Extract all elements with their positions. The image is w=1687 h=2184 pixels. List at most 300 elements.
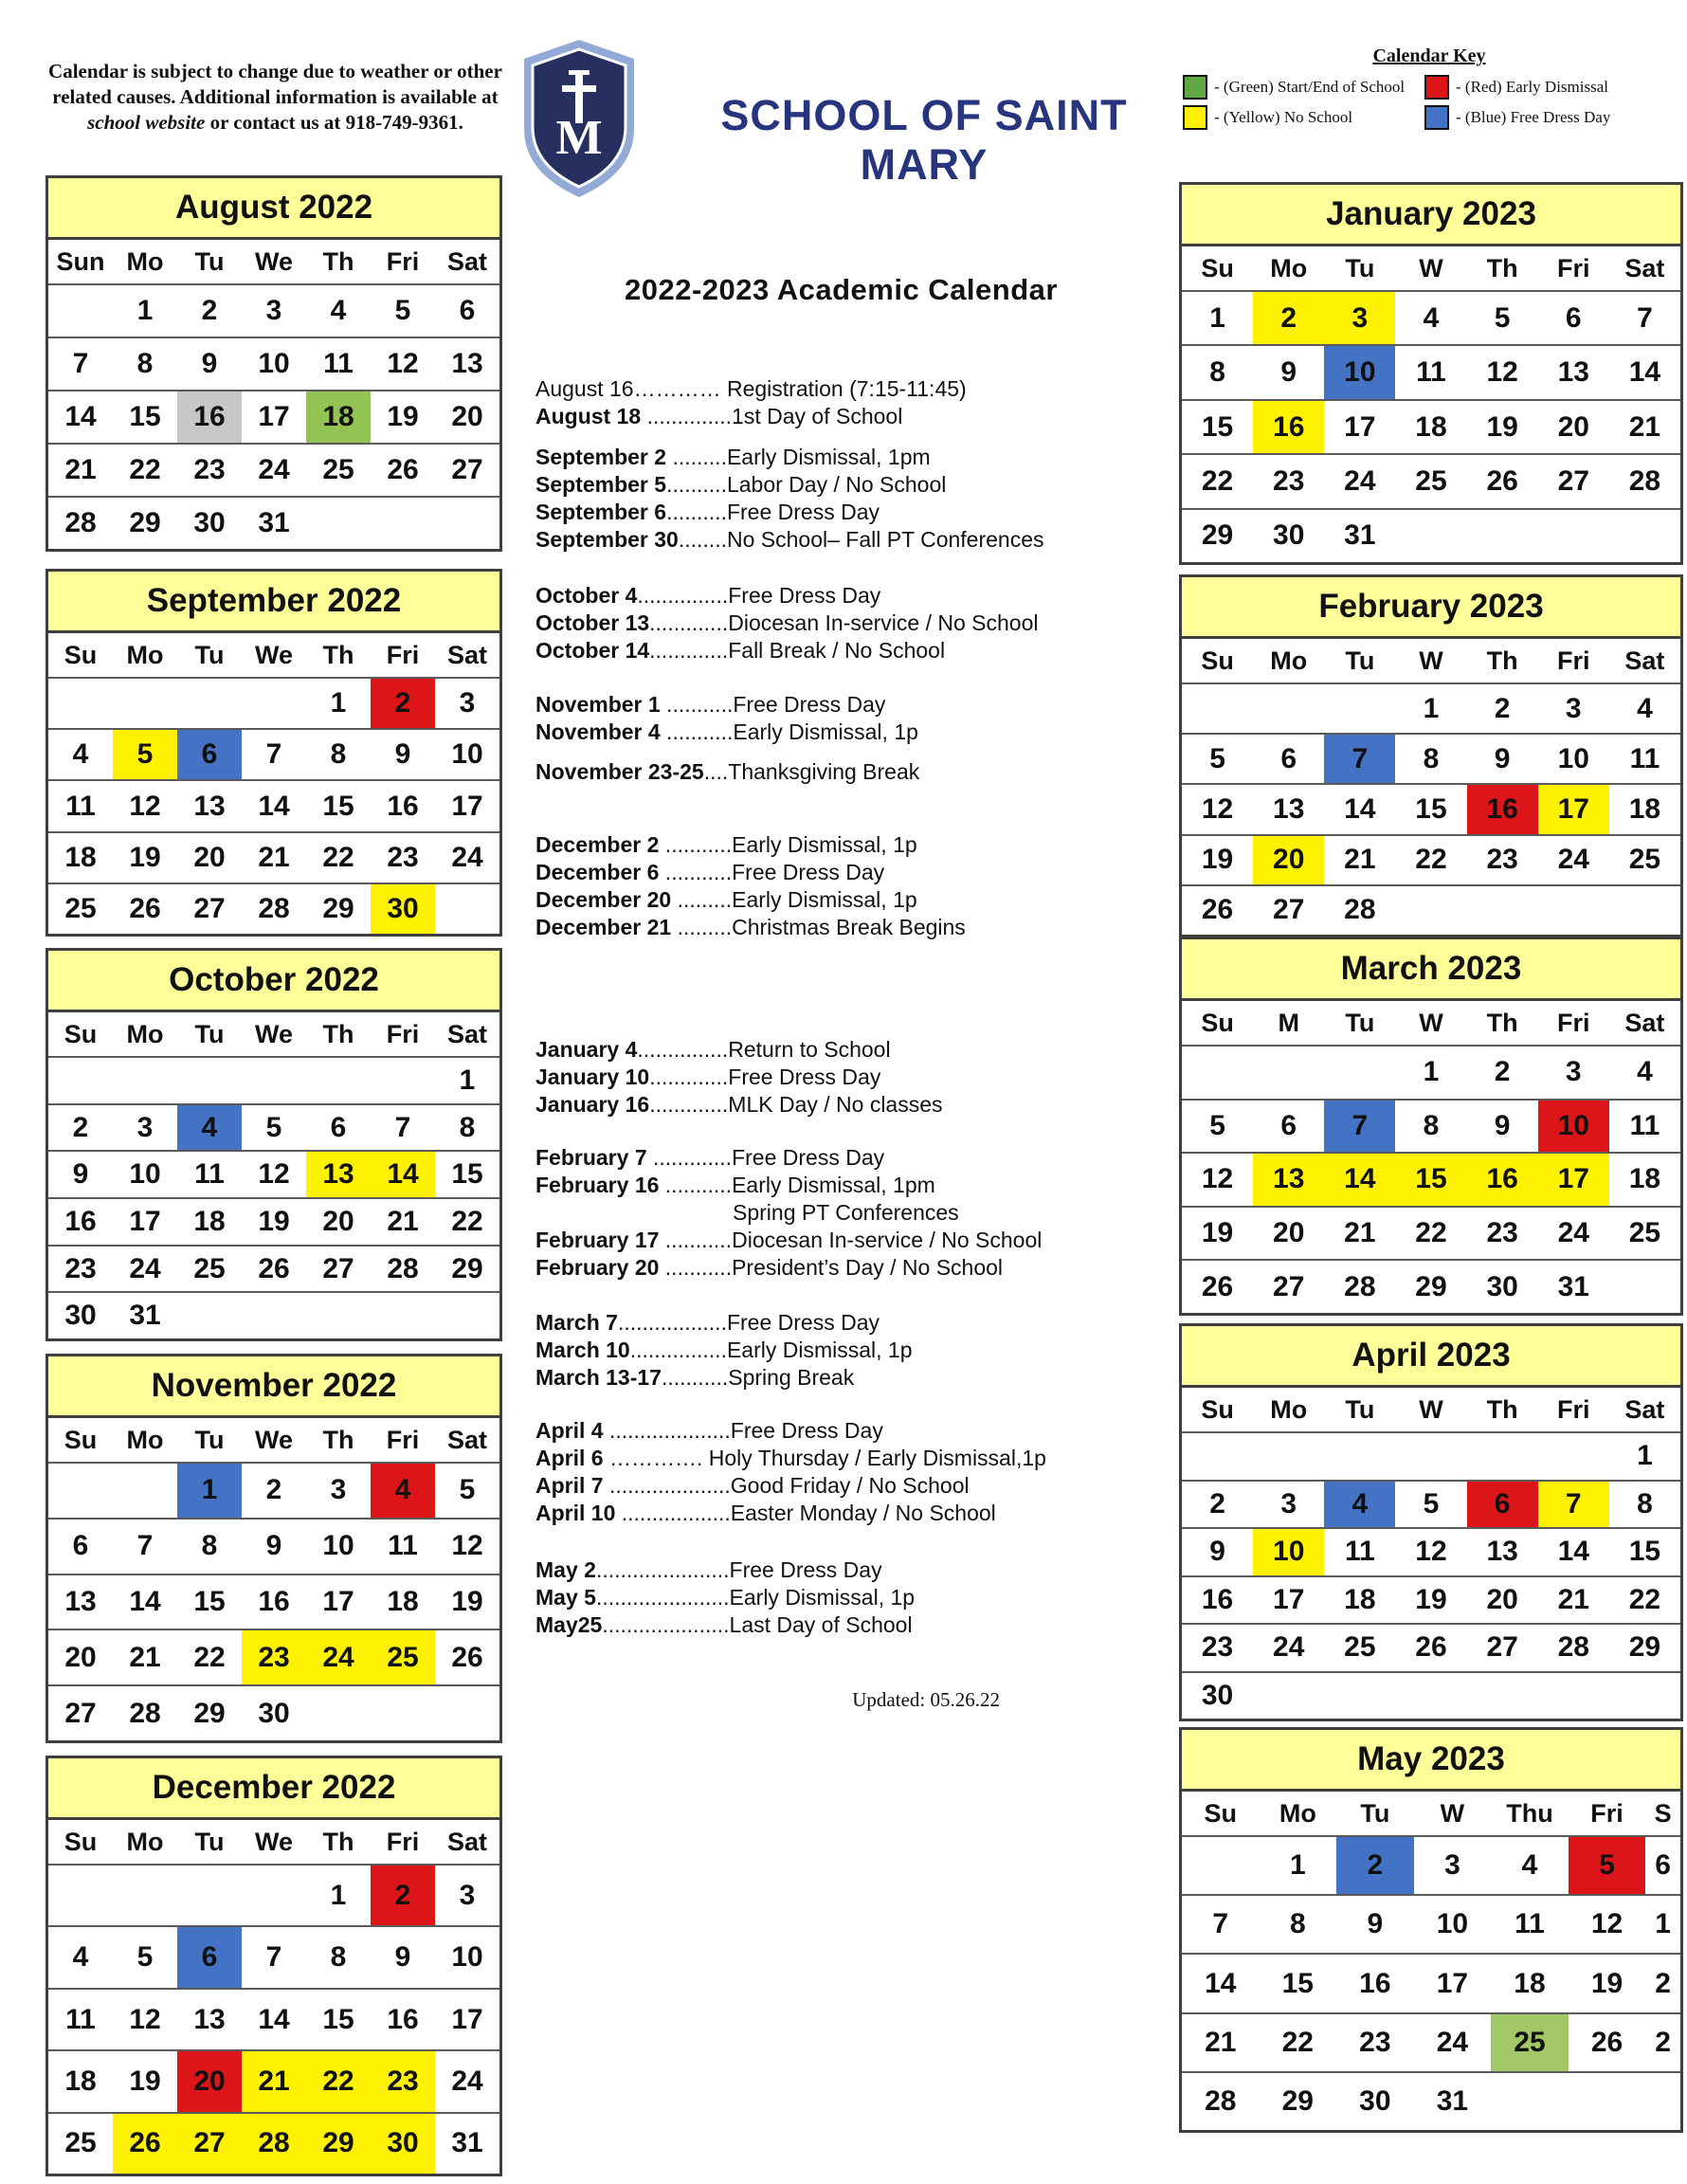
week-row [1182,510,1680,562]
event-line [535,1500,1147,1527]
weekday-label: Tu [194,1827,225,1856]
day-cell: 1 [136,295,154,326]
weekday-header-row [48,1012,499,1058]
day-cell [1538,886,1609,935]
day-cell: 7 [1538,1482,1609,1528]
event-description: Christmas Break Begins [732,915,966,939]
day-cell: 22 [1628,1583,1661,1615]
day-cell: 3 [330,1474,347,1506]
day-cell [113,679,177,728]
day-cell: 30 [193,507,226,538]
day-cell: 2 [72,1111,89,1143]
week-row [1182,1046,1680,1101]
event-description: Good Friday / No School [730,1473,970,1498]
day-cell: 28 [1344,1270,1376,1302]
day-cell [48,1866,113,1925]
day-cell [1182,1837,1260,1894]
month-title-dec: December 2022 [48,1758,499,1820]
event-line [535,1309,1147,1337]
event-line [535,1556,1147,1584]
week-row [1182,401,1680,455]
day-cell: 1 [177,1464,242,1518]
day-cell: 17 [129,1205,161,1237]
day-cell [48,1058,113,1103]
weekday-label: M [1278,1008,1299,1037]
event-group-8 [535,1309,1147,1392]
day-cell: 5 [265,1111,282,1143]
weekday-label: Fri [1557,1008,1590,1037]
day-cell: 4 [72,738,89,771]
day-cell [306,1686,371,1740]
event-description: Last Day of School [729,1612,913,1637]
day-cell: 19 [1201,1217,1234,1249]
week-row [48,1927,499,1989]
day-cell: 19 [1415,1583,1447,1615]
event-date: September 30 [535,527,679,552]
day-cell: 22 [306,2051,371,2111]
day-cell [1253,1433,1324,1480]
event-line [535,403,1147,430]
day-cell: 15 [322,2003,354,2035]
event-description: Early Dismissal, 1p [729,1585,916,1610]
day-cell [1467,1433,1538,1480]
day-cell: 27 [1273,894,1305,926]
week-row [1182,1896,1680,1955]
day-cell: 4 [1637,692,1653,724]
weekday-label: Th [322,1425,354,1454]
day-cell: 13 [193,790,226,822]
weekday-label: Su [63,1425,98,1454]
day-cell [242,1866,306,1925]
weekday-label: Tu [1345,1008,1375,1037]
day-cell: 6 [177,730,242,779]
day-cell: 28 [258,892,290,924]
event-group-2 [535,582,1147,664]
day-cell: 7 [72,348,89,379]
day-cell: 12 [1201,1163,1234,1195]
day-cell: 24 [451,2065,483,2097]
weekday-label: Mo [1270,253,1308,282]
day-cell: 20 [1486,1583,1518,1615]
event-description: MLK Day / No classes [728,1092,943,1117]
event-date: March 7 [535,1310,618,1335]
weekday-label: Su [1204,1798,1238,1828]
day-cell: 15 [1628,1536,1661,1568]
day-cell: 16 [1253,401,1324,453]
event-date: November 4 [535,719,661,744]
weekday-label: Sat [446,640,488,669]
weekday-label: Fri [386,640,420,669]
day-cell: 14 [1205,1967,1237,1999]
day-cell: 30 [1359,2084,1391,2117]
day-cell: 28 [64,507,97,538]
weekday-header-row [48,240,499,285]
day-cell: 4 [177,1105,242,1151]
weekday-label: Tu [1345,253,1375,282]
day-cell: 15 [1415,793,1447,825]
weekday-header-row [48,1820,499,1866]
day-cell: 16 [1467,1154,1538,1206]
day-cell: 20 [1273,1217,1305,1249]
day-cell: 23 [242,1630,306,1684]
week-row [48,1520,499,1575]
day-cell: 15 [1395,1154,1466,1206]
weekday-label: Fri [1557,1394,1590,1424]
day-cell: 4 [1324,1482,1395,1528]
event-line [535,471,1147,499]
day-cell: 24 [258,454,290,485]
week-row [48,338,499,391]
weekday-label: Sat [446,1827,488,1856]
day-cell: 10 [1557,742,1589,774]
day-cell: 8 [1423,742,1440,774]
day-cell [1538,510,1609,562]
day-cell: 4 [371,1464,435,1518]
event-dot-leader: ........... [659,832,733,857]
weekday-label: Sat [1624,1394,1665,1424]
event-dot-leader: ...................... [595,1557,730,1582]
event-dot-leader: ............... [637,583,729,608]
day-cell: 7 [1324,735,1395,783]
month-aug [45,175,502,552]
day-cell: 18 [387,1585,419,1617]
day-cell: 26 [1486,464,1518,497]
event-date: December 2 [535,832,660,857]
event-description: Fall Break / No School [728,638,946,663]
day-cell: 9 [1494,1109,1511,1141]
day-cell: 28 [1344,894,1376,926]
day-cell [1324,1046,1395,1099]
day-cell: 5 [136,1941,154,1974]
week-row [1182,735,1680,785]
day-cell [1395,1673,1466,1720]
day-cell: 15 [322,790,354,822]
event-date: December 21 [535,915,672,939]
day-cell: 18 [1415,410,1447,443]
day-cell: 11 [194,1158,225,1191]
event-dot-leader: ........... [659,860,733,884]
event-line [535,1091,1147,1119]
day-cell: 26 [1201,894,1234,926]
day-cell: 13 [1486,1536,1518,1568]
event-line [535,582,1147,610]
weekday-label: Fri [1557,646,1590,675]
day-cell: 2 [265,1474,282,1506]
day-cell: 3 [265,295,282,326]
day-cell: 24 [1557,1217,1589,1249]
event-description: Return to School [728,1037,891,1062]
month-apr [1179,1323,1683,1721]
weekday-label: Sat [1624,253,1665,282]
event-description: Free Dress Day [730,1418,883,1443]
event-description: Free Dress Day [726,500,880,524]
day-cell: 12 [129,2003,161,2035]
week-row [48,1105,499,1153]
day-cell: 29 [322,892,354,924]
day-cell: 22 [1415,1217,1447,1249]
day-cell: 23 [1486,844,1518,876]
day-cell: 8 [1637,1487,1653,1520]
weekday-label: Th [1486,1008,1518,1037]
event-date: October 14 [535,638,650,663]
week-row [1182,292,1680,346]
school-name: SCHOOL OF SAINT MARY [720,91,1128,189]
day-cell: 14 [371,1152,435,1197]
day-cell: 22 [1281,2026,1314,2058]
month-oct [45,948,502,1341]
event-description: Free Dress Day [732,1145,885,1170]
day-cell: 12 [1590,1908,1624,1940]
event-line [535,637,1147,664]
day-cell: 16 [177,391,242,443]
academic-calendar-title: 2022-2023 Academic Calendar [625,273,1058,306]
day-cell: 21 [242,2051,306,2111]
day-cell: 8 [201,1530,218,1562]
week-row [1182,1154,1680,1208]
day-cell [177,679,242,728]
event-line [535,859,1147,886]
key-item-2 [1183,105,1424,130]
day-cell: 8 [1289,1908,1306,1940]
day-cell: 19 [258,1205,290,1237]
day-cell: 31 [258,507,290,538]
day-cell: 29 [1201,519,1234,552]
day-cell [371,1058,435,1103]
event-date: September 6 [535,500,667,524]
day-cell: 21 [1557,1583,1589,1615]
day-cell [177,1866,242,1925]
event-description: Easter Monday / No School [730,1501,996,1525]
weekday-label: Su [1201,646,1234,675]
day-cell: 10 [129,1158,161,1191]
day-cell: 18 [64,841,97,873]
event-date: March 13-17 [535,1365,662,1390]
event-date: October 13 [535,610,650,635]
day-cell: 6 [1655,1849,1671,1882]
event-dot-leader: .................. [615,1501,731,1525]
day-cell [1182,684,1253,733]
event-date: August 16 [535,376,634,401]
day-cell: 20 [1557,410,1589,443]
day-cell: 7 [265,1941,282,1974]
week-row [48,1293,499,1338]
day-cell: 18 [1514,1967,1546,1999]
week-row [1182,1837,1680,1896]
day-cell: 17 [1436,1967,1469,1999]
event-description: Free Dress Day [728,1065,881,1089]
event-description: Spring Break [728,1365,855,1390]
day-cell: 28 [129,1697,161,1729]
event-date: May25 [535,1612,603,1637]
day-cell: 2 [1253,292,1324,344]
day-cell: 17 [451,2003,483,2035]
day-cell: 18 [64,2065,97,2097]
weekday-label: Mo [126,1425,164,1454]
day-cell: 10 [1253,1529,1324,1575]
event-dot-leader: ........ [678,527,727,552]
day-cell: 25 [371,1630,435,1684]
day-cell: 1 [1209,301,1225,334]
weekday-label: Mo [126,640,164,669]
day-cell: 14 [258,2003,290,2035]
event-date: September 2 [535,445,667,469]
day-cell: 9 [1494,742,1511,774]
week-row [1182,886,1680,935]
day-cell [1538,1433,1609,1480]
event-line [535,831,1147,859]
event-dot-leader: ......... [666,445,727,469]
event-dot-leader: ........... [659,1255,733,1280]
month-title-jan: January 2023 [1182,185,1680,246]
day-cell: 30 [1201,1679,1234,1711]
day-cell: 4 [330,295,347,326]
day-cell: 13 [451,348,483,379]
day-cell: 12 [451,1530,483,1562]
day-cell: 22 [1201,464,1234,497]
day-cell: 16 [387,2003,419,2035]
event-line [535,1472,1147,1500]
weekday-label: Tu [194,1019,225,1048]
day-cell: 14 [1557,1536,1589,1568]
event-line [535,1417,1147,1445]
day-cell: 16 [64,1205,97,1237]
event-description: Early Dismissal, 1pm [726,445,931,469]
event-line [535,1337,1147,1364]
day-cell: 23 [1273,464,1305,497]
day-cell: 25 [1628,844,1661,876]
day-cell [113,1464,177,1518]
day-cell: 10 [1436,1908,1469,1940]
day-cell: 24 [451,841,483,873]
weekday-label: Th [322,1019,354,1048]
day-cell: 14 [64,401,97,432]
day-cell: 17 [322,1585,354,1617]
weekday-label: Su [1201,253,1234,282]
day-cell: 14 [129,1585,161,1617]
day-cell: 15 [451,1158,483,1191]
day-cell [1182,1046,1253,1099]
disclaimer-school-website: school website [87,111,206,134]
week-row [1182,1673,1680,1720]
event-dot-leader: ...................... [595,1585,730,1610]
event-date: September 5 [535,472,667,497]
week-row [48,1686,499,1740]
day-cell: 19 [451,1585,483,1617]
month-dec [45,1756,502,2176]
day-cell [1324,684,1395,733]
event-description: Early Dismissal, 1p [732,832,917,857]
event-date: January 4 [535,1037,638,1062]
event-line [535,1227,1147,1254]
event-date: February 20 [535,1255,660,1280]
event-dot-leader: ......... [671,887,733,912]
day-cell: 29 [451,1252,483,1284]
weekday-label: Mo [126,1827,164,1856]
day-cell: 23 [64,1252,97,1284]
day-cell: 13 [193,2003,226,2035]
event-line [535,1584,1147,1611]
day-cell: 17 [1538,1154,1609,1206]
day-cell: 1 [459,1064,476,1096]
day-cell: 28 [1628,464,1661,497]
weekday-label: W [1419,1008,1443,1037]
event-date: November 1 [535,692,661,717]
event-date: April 4 [535,1418,604,1443]
day-cell: 2 [1336,1837,1414,1894]
day-cell: 31 [1557,1270,1589,1302]
weekday-label: Th [1486,253,1518,282]
week-row [1182,1955,1680,2013]
day-cell: 17 [1538,785,1609,833]
day-cell: 2 [1655,2026,1671,2058]
day-cell: 26 [387,454,419,485]
day-cell: 24 [1557,844,1589,876]
day-cell [177,1058,242,1103]
day-cell [306,1293,371,1338]
day-cell: 6 [459,295,476,326]
day-cell: 11 [1344,1536,1375,1568]
updated-date: Updated: 05.26.22 [852,1688,1000,1711]
event-line [535,1445,1147,1472]
weekday-label: Thu [1506,1798,1553,1828]
month-may [1179,1727,1683,2133]
day-cell: 14 [1344,793,1376,825]
day-cell: 11 [1629,1109,1660,1141]
event-group-7 [535,1144,1147,1282]
weekday-label: Th [322,246,354,276]
weekday-label: S [1654,1798,1672,1828]
event-dot-leader: .......... [666,500,727,524]
day-cell: 3 [1444,1849,1460,1882]
event-date: January 16 [535,1092,650,1117]
day-cell: 6 [1467,1482,1538,1528]
day-cell: 19 [129,841,161,873]
day-cell: 30 [1486,1270,1518,1302]
day-cell: 28 [242,2114,306,2174]
event-line [535,1199,1147,1227]
event-list [535,375,1147,1639]
day-cell: 29 [129,507,161,538]
day-cell: 25 [1344,1631,1376,1664]
day-cell: 8 [330,738,347,771]
event-date: February 17 [535,1228,660,1252]
day-cell: 21 [1205,2026,1237,2058]
day-cell: 28 [1205,2084,1237,2117]
weekday-label: Fri [386,1425,420,1454]
day-cell: 26 [113,2114,177,2174]
day-cell: 20 [193,841,226,873]
event-line [535,758,1147,786]
day-cell: 2 [1494,1056,1511,1088]
day-cell: 16 [1201,1583,1234,1615]
event-group-5 [535,831,1147,941]
day-cell [1324,1673,1395,1720]
week-row [48,391,499,445]
event-line [535,1364,1147,1392]
weekday-label: Mo [1270,646,1308,675]
event-dot-leader: .................. [617,1310,727,1335]
event-line [535,1254,1147,1282]
day-cell: 13 [1253,1154,1324,1206]
weekday-label: Fri [1557,253,1590,282]
event-group-1 [535,444,1147,554]
day-cell: 7 [1212,1908,1229,1940]
weekday-label: Tu [1345,1394,1375,1424]
day-cell: 5 [1423,1487,1440,1520]
day-cell: 3 [459,687,476,719]
day-cell [1467,1673,1538,1720]
day-cell: 29 [193,1697,226,1729]
